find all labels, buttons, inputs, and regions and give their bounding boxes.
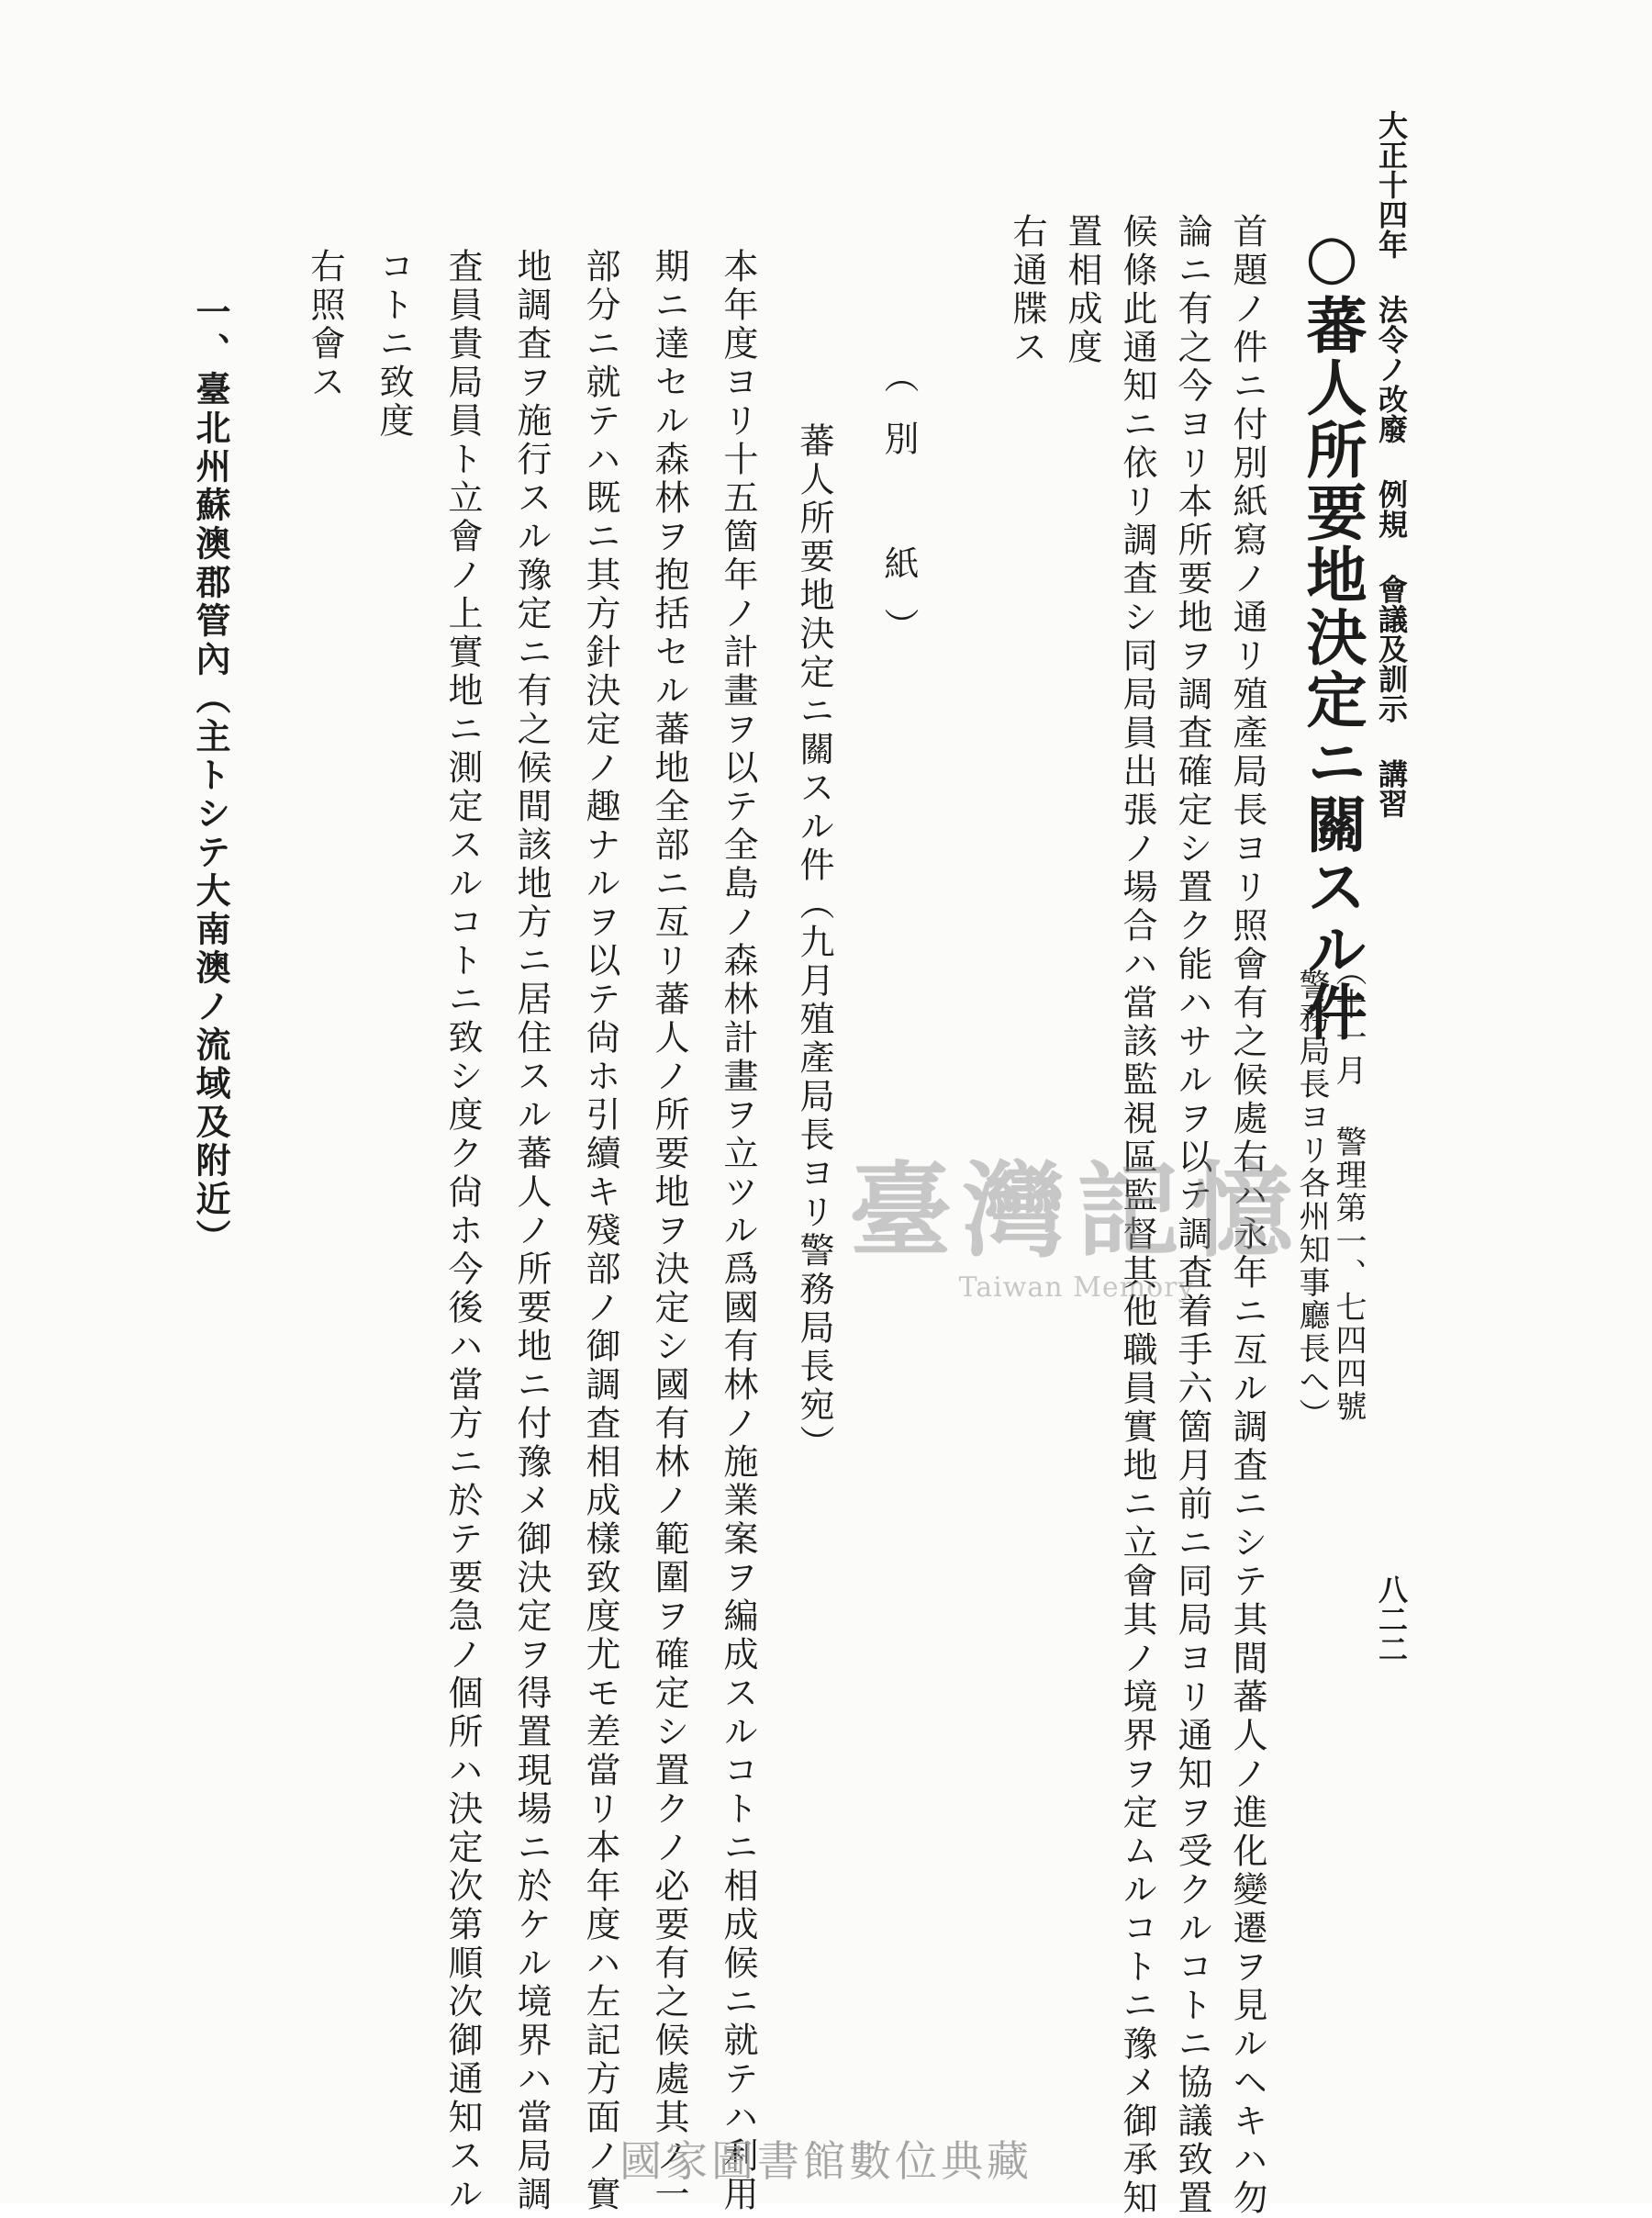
- running-title: 大正十四年 法令ノ改廢 例規 會議及訓示 講習: [1374, 110, 1409, 819]
- body-line: 右通牒ス: [1007, 213, 1047, 367]
- collection-footer: 國家圖書館數位典藏: [620, 2136, 1032, 2186]
- body-line: 首題ノ件ニ付別紙寫ノ通リ殖產局長ヨリ照會有之候處右ハ永年ニ亙ル調査ニシテ其間蕃人ノ進化變遷ヲ見ルヘキハ勿: [1227, 213, 1267, 2218]
- body-line: 部分ニ就テハ既ニ其方針決定ノ趣ナルヲ以テ尙ホ引續キ殘部ノ御調査相成樣致度尤モ差當リ本年度ハ左記方面ノ實: [580, 248, 620, 2214]
- watermark-subtext: Taiwan Memory: [958, 1271, 1195, 1304]
- body-line: 右照會ス: [305, 248, 345, 402]
- body-line: 本年度ヨリ十五箇年ノ計畫ヲ以テ全島ノ森林計畫ヲ立ツル爲國有林ノ施業案ヲ編成スルコトニ相成候ニ就テハ利用: [718, 248, 758, 2214]
- list-item: 一、臺北州蘇澳郡管內（主トシテ大南澳ノ流域及附近）: [190, 294, 231, 1258]
- body-line: 地調査ヲ施行スル豫定ニ有之候間該地方ニ居住スル蕃人ノ所要地ニ付豫メ御決定ヲ得置現場ニ於ケル境界ハ當局調: [511, 248, 552, 2214]
- page-number: 八二二: [1374, 1574, 1409, 1664]
- body-line: 査員貴局員ト立會ノ上實地ニ測定スルコトニ致シ度ク尙ホ今後ハ當方ニ於テ要急ノ個所ハ決定次第順次御通知スル: [442, 248, 483, 2214]
- annex-label: （別 紙）: [878, 358, 919, 670]
- watermark-text: 臺灣記憶: [849, 1151, 1304, 1271]
- order-number: （十一月 警理第一、七四四號: [1330, 955, 1367, 1423]
- body-line: コトニ致度: [374, 248, 414, 441]
- body-line: 論ニ有之今ヨリ本所要地ヲ調査確定シ置ク能ハサルヲ以テ調査着手六箇月前ニ同局ヨリ通知ヲ受クルコトニ協議致置: [1172, 213, 1212, 2218]
- annex-title: 蕃人所要地決定ニ關スル件（九月殖產局長ヨリ警務局長宛）: [794, 422, 834, 1463]
- body-line: 置相成度: [1062, 213, 1102, 367]
- order-route: 警務局長ヨリ各州知事廳長へ）: [1293, 969, 1330, 1431]
- document-title: ○蕃人所要地決定ニ關スル件: [1296, 220, 1367, 1043]
- watermark-logo: [849, 1129, 1304, 1304]
- body-line: 期ニ達セル森林ヲ抱括セル蕃地全部ニ亙リ蕃人ノ所要地ヲ決定シ國有林ノ範圍ヲ確定シ置クノ必要有之候處其ノ一: [649, 248, 689, 2214]
- body-line: 候條此通知ニ依リ調査シ同局員出張ノ場合ハ當該監視區監督其他職員實地ニ立會其ノ境界ヲ定ムルコトニ豫メ御承知: [1117, 213, 1157, 2218]
